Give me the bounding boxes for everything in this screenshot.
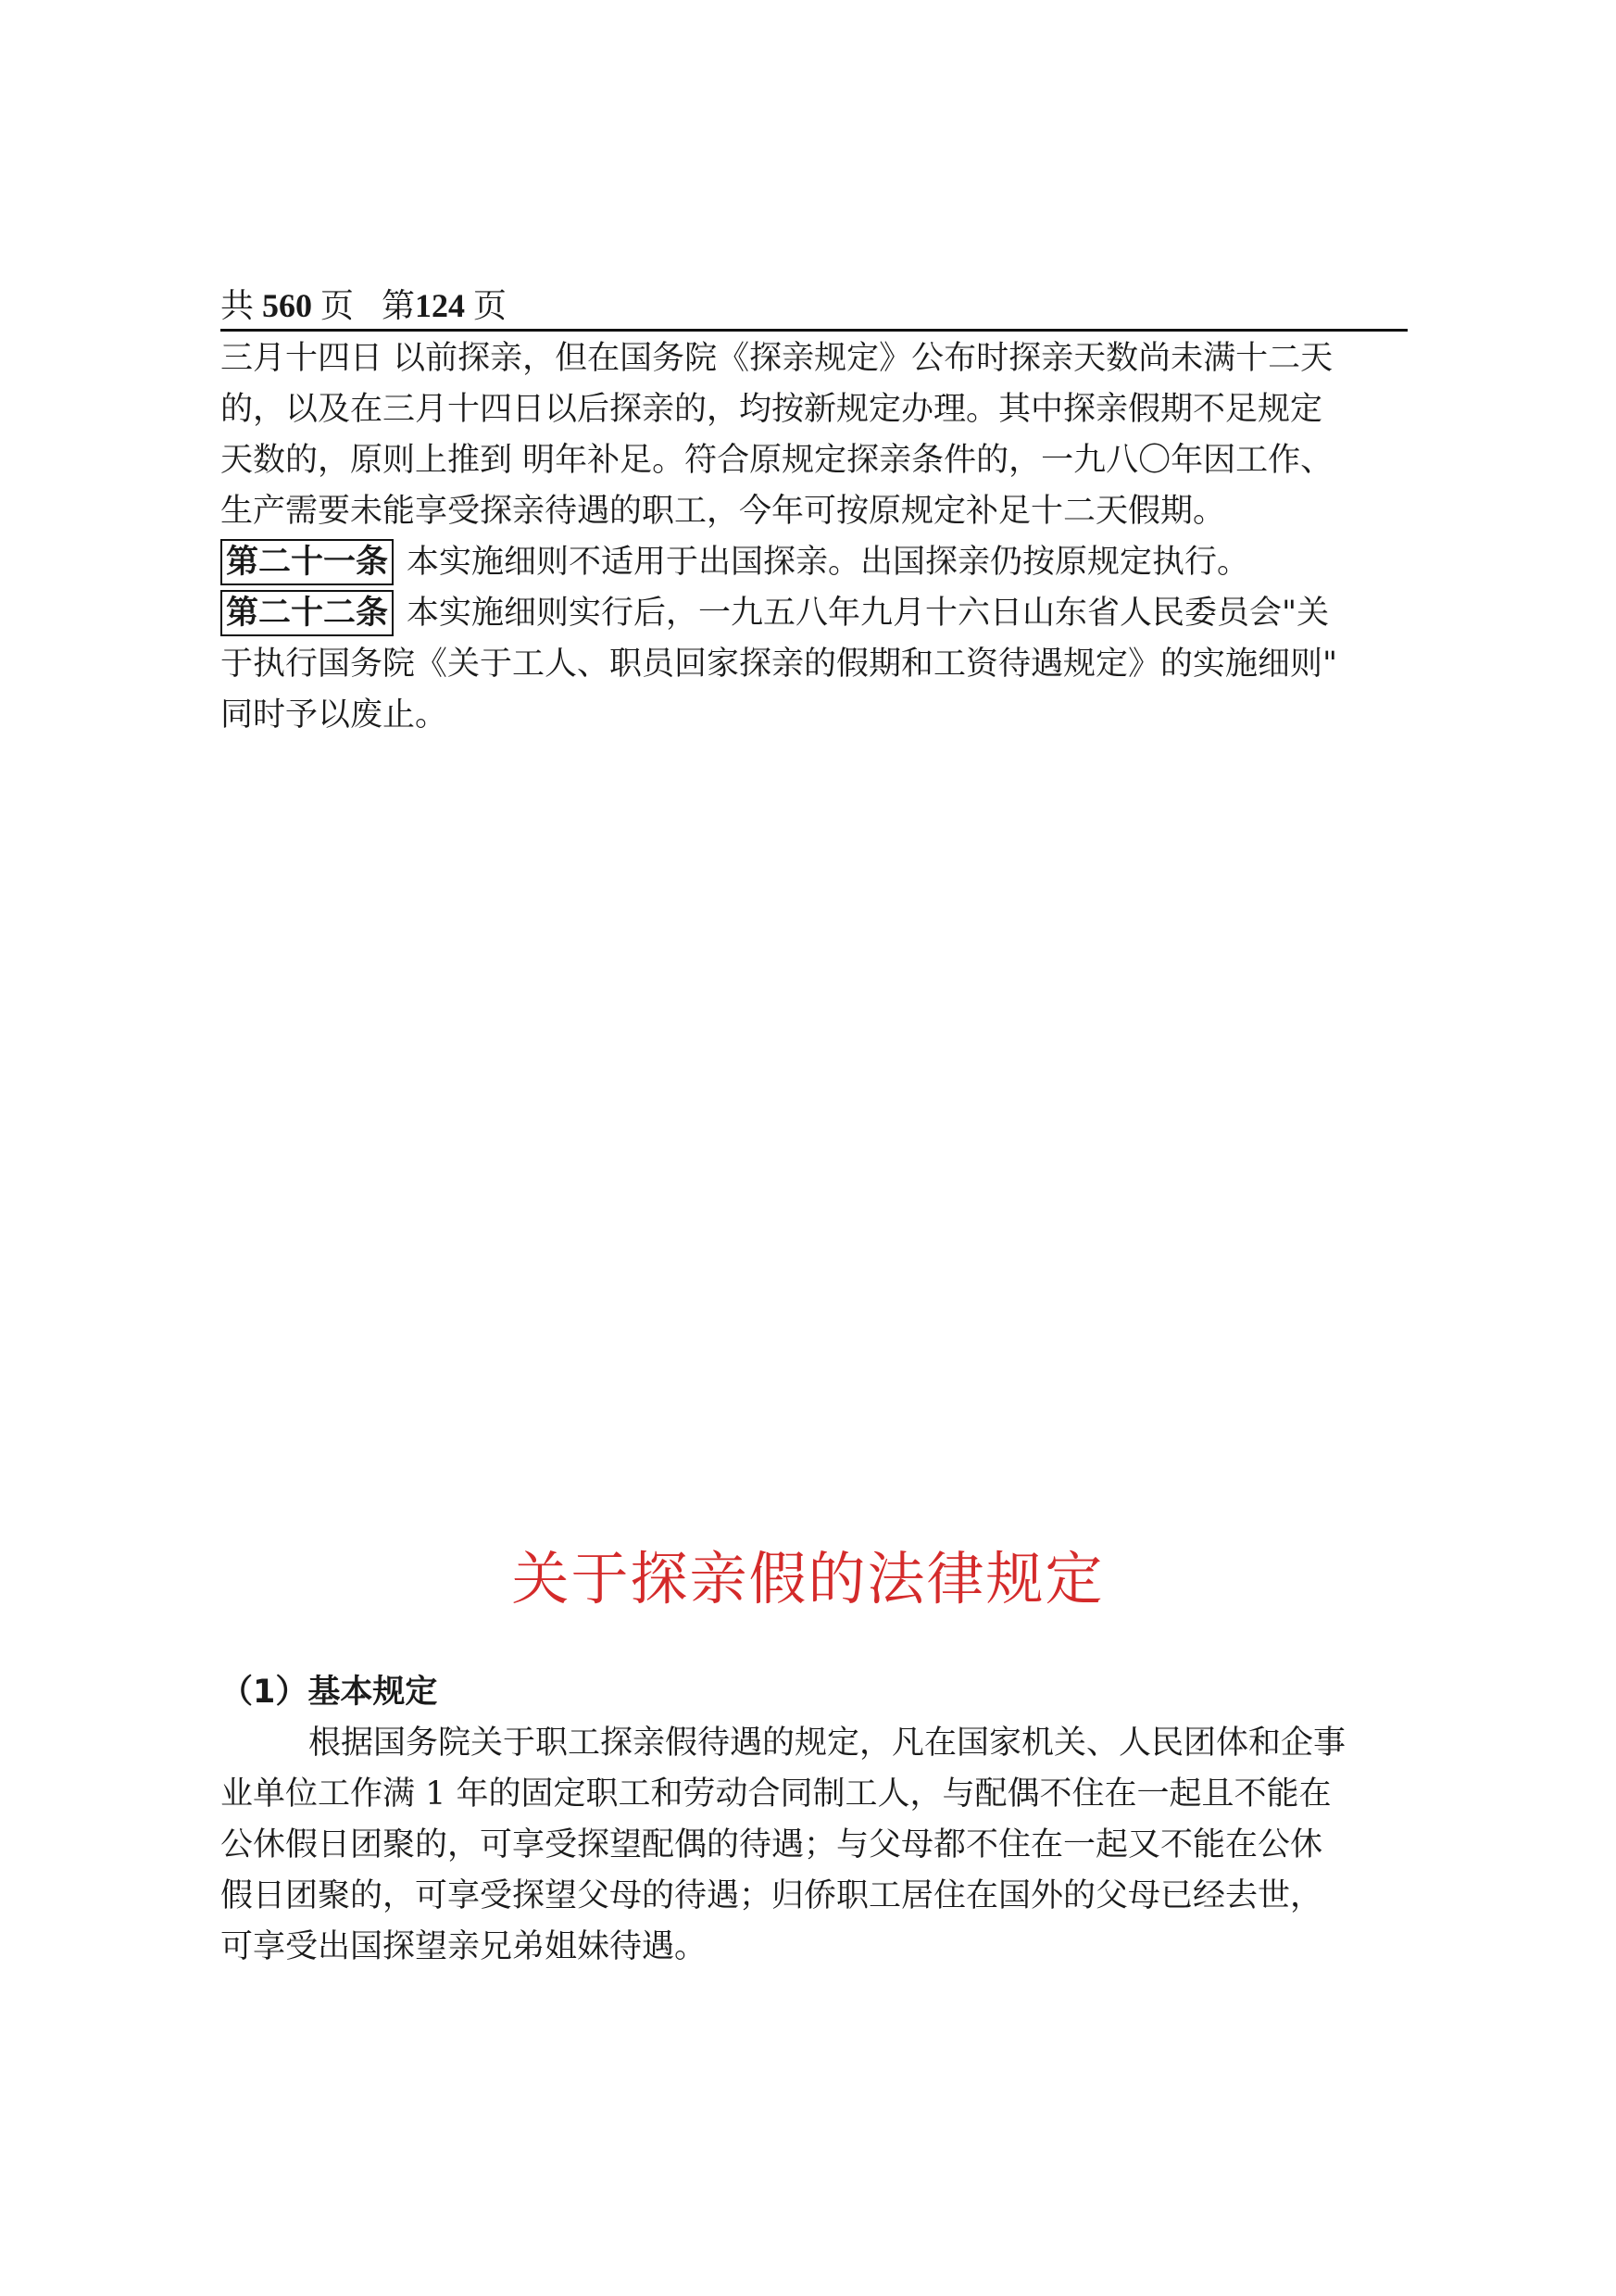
text-line: 同时予以废止。 — [220, 696, 448, 734]
article-21 — [220, 537, 1408, 588]
section-heading: （1）基本规定 — [220, 1674, 438, 1711]
text-line: 的，以及在三月十四日以后探亲的，均按新规定办理。其中探亲假期不足规定 — [220, 391, 1323, 428]
text-line: 假日团聚的，可享受探望父母的待遇；归侨职工居住在国外的父母已经去世， — [220, 1877, 1323, 1914]
page-header — [220, 282, 1408, 332]
current-page-suffix: 页 — [473, 287, 507, 324]
text-line: 可享受出国探望亲兄弟姐妹待遇。 — [220, 1928, 708, 1965]
top-section-text — [220, 333, 1408, 741]
article-21-label: 第二十一条 — [220, 539, 394, 585]
text-line: 根据国务院关于职工探亲假待遇的规定，凡在国家机关、人民团体和企事 — [308, 1725, 1347, 1762]
article-22 — [220, 588, 1408, 639]
section-body — [220, 1718, 1408, 1973]
text-line: 天数的，原则上推到 明年补足。符合原规定探亲条件的，一九八〇年因工作、 — [220, 442, 1334, 479]
article-22-label: 第二十二条 — [220, 590, 394, 636]
current-page-prefix: 第 — [382, 287, 416, 324]
current-page-number: 124 — [415, 287, 466, 324]
main-title: 关于探亲假的法律规定 — [511, 1545, 1105, 1612]
article-21-text: 本实施细则不适用于出国探亲。出国探亲仍按原规定执行。 — [407, 544, 1250, 581]
total-pages-suffix: 页 — [320, 287, 355, 324]
text-line: 生产需要未能享受探亲待遇的职工，今年可按原规定补足十二天假期。 — [220, 493, 1226, 530]
text-line: 公休假日团聚的，可享受探望配偶的待遇；与父母都不住在一起又不能在公休 — [220, 1826, 1323, 1863]
total-pages-prefix: 共 — [220, 287, 255, 324]
text-line: 于执行国务院《关于工人、职员回家探亲的假期和工资待遇规定》的实施细则" — [220, 646, 1338, 683]
total-pages-count: 560 — [262, 287, 313, 324]
text-line: 业单位工作满 1 年的固定职工和劳动合同制工人，与配偶不住在一起且不能在 — [220, 1775, 1332, 1813]
article-22-text: 本实施细则实行后，一九五八年九月十六日山东省人民委员会"关 — [407, 595, 1330, 632]
text-line: 三月十四日 以前探亲，但在国务院《探亲规定》公布时探亲天数尚未满十二天 — [220, 340, 1334, 377]
